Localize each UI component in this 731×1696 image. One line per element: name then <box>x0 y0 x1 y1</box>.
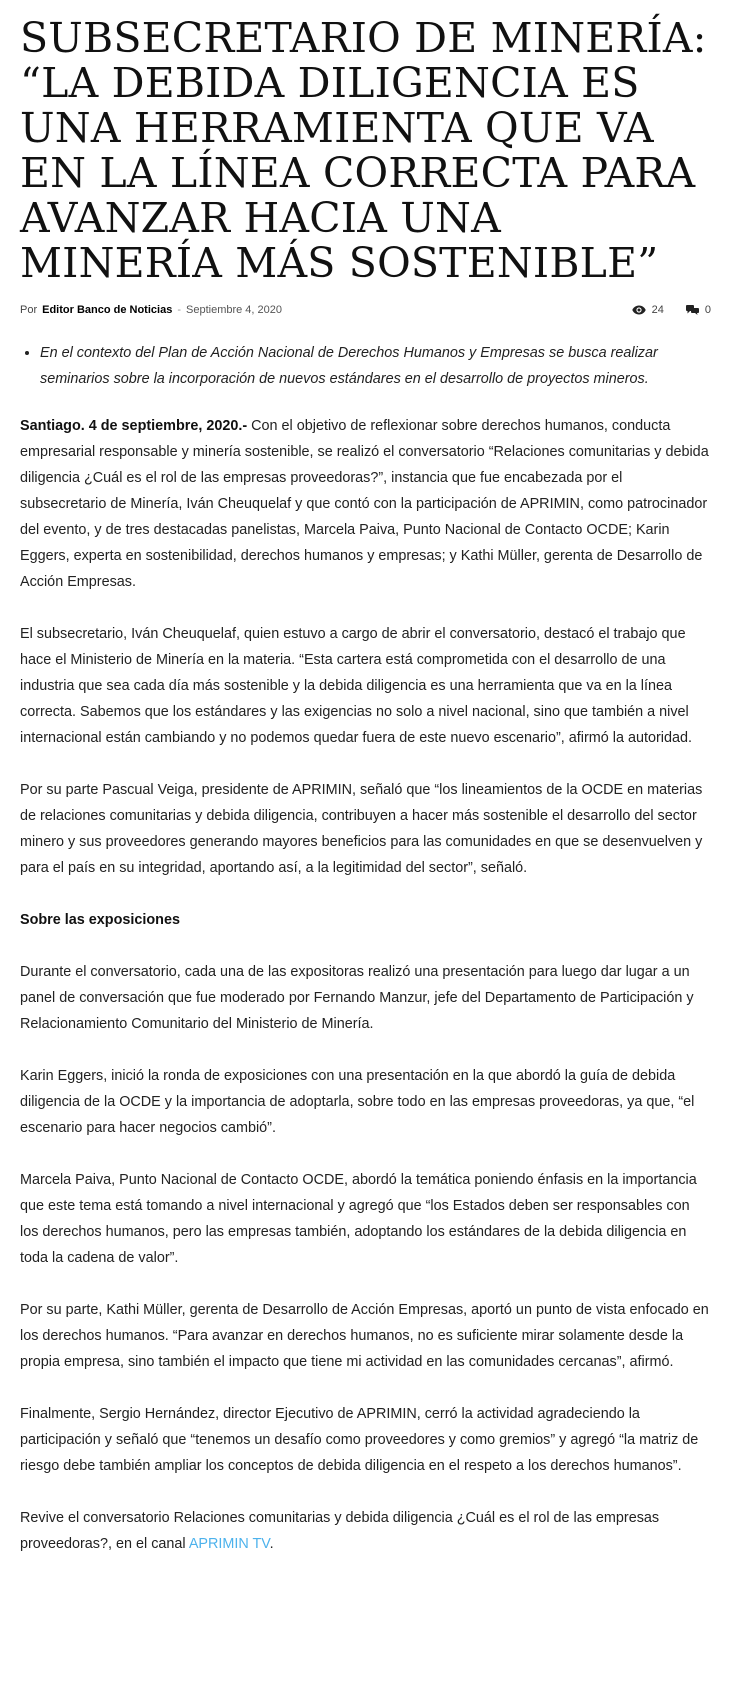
byline <box>20 304 282 316</box>
comments-icon <box>686 305 699 315</box>
comments-number: 0 <box>704 304 711 316</box>
meta-separator: - <box>177 304 181 316</box>
section-heading: Sobre las exposiciones <box>20 912 180 928</box>
page-title: SUBSECRETARIO DE MINERÍA: “LA DEBIDA DILIGENCIA ES UNA HERRAMIENTA QUE VA EN LA LÍNEA CORRECTA PARA AVANZAR HACIA UNA MINERÍA MÁS SOSTENIBLE” <box>20 14 707 287</box>
paragraph-4: Durante el conversatorio, cada una de las expositoras realizó una presentación para luego dar lugar a un panel de conversación que fue moderado por Fernando Manzur, jefe del Departamento de Participación y Relacionamiento Comunitario del Ministerio de Minería. <box>20 964 694 1032</box>
lead-text: Con el objetivo de reflexionar sobre derechos humanos, conducta empresarial responsable y minería sostenible, se realizó el conversatorio “Relaciones comunitarias y debida diligencia ¿Cuál es el rol de las empresas proveedoras?”, instancia que fue encabezada por el subsecretario de Minería, Iván Cheuquelaf y que contó con la participación de APRIMIN, como patrocinador del evento, y de tres destacadas panelistas, Marcela Paiva, Punto Nacional de Contacto OCDE; Karin Eggers, experta en sostenibilidad, derechos humanos y empresas; y Kathi Müller, gerenta de Desarrollo de Acción Empresas. <box>20 418 709 590</box>
post-meta <box>20 302 711 318</box>
summary-item: • En el contexto del Plan de Acción Nacional de Derechos Humanos y Empresas se busca realizar seminarios sobre la incorporación de nuevos estándares en el desarrollo de proyectos mineros. <box>40 340 711 392</box>
paragraph-6: Marcela Paiva, Punto Nacional de Contacto OCDE, abordó la temática poniendo énfasis en la importancia que este tema está tomando a nivel internacional y agregó que “los Estados deben ser responsables con los derechos humanos, pero las empresas también, adoptando los estándares de la debida diligencia en toda la cadena de valor”. <box>20 1172 697 1266</box>
by-label: Por <box>20 304 38 316</box>
article-page <box>0 16 731 1557</box>
post-date: Septiembre 4, 2020 <box>186 304 283 316</box>
summary-list <box>20 340 711 392</box>
paragraph-2: El subsecretario, Iván Cheuquelaf, quien estuvo a cargo de abrir el conversatorio, destacó el trabajo que hace el Ministerio de Minería en la materia. “Esta cartera está comprometida con el desarrollo de una industria que sea cada día más sostenible y la debida diligencia es una herramienta que va en la línea correcta. Sabemos que los estándares y las exigencias no solo a nivel nacional, sino que también a nivel internacional están cambiando y no podemos quedar fuera de este nuevo escenario”, afirmó la autoridad. <box>20 626 692 746</box>
views-count <box>632 304 664 316</box>
eye-icon <box>632 305 646 315</box>
paragraph-5: Karin Eggers, inició la ronda de exposiciones con una presentación en la que abordó la guía de debida diligencia de la OCDE y la importancia de adoptarla, sobre todo en las empresas proveedoras, ya que, “el escenario para hacer negocios cambió”. <box>20 1068 695 1136</box>
comments-count[interactable] <box>686 304 711 316</box>
article-body <box>20 340 711 1557</box>
views-number: 24 <box>651 304 664 316</box>
paragraph-9 <box>20 1505 711 1557</box>
closing-text: Revive el conversatorio Relaciones comunitarias y debida diligencia ¿Cuál es el rol de las empresas proveedoras?, en el canal <box>20 1510 660 1552</box>
lead-dateline: Santiago. 4 de septiembre, 2020.- <box>20 418 248 434</box>
author-link[interactable]: Editor Banco de Noticias <box>42 304 173 316</box>
paragraph-3: Por su parte Pascual Veiga, presidente de APRIMIN, señaló que “los lineamientos de la OCDE en materias de relaciones comunitarias y debida diligencia, contribuyen a hacer más sostenible el desarrollo del sector minero y sus proveedores generando mayores beneficios para las comunidades en que se desenvuelven y para el país en su integridad, aportando así, a la legitimidad del sector”, señaló. <box>20 782 703 876</box>
lead-paragraph <box>20 413 711 595</box>
closing-period: . <box>269 1536 274 1552</box>
paragraph-7: Por su parte, Kathi Müller, gerenta de Desarrollo de Acción Empresas, aportó un punto de vista enfocado en los derechos humanos. “Para avanzar en derechos humanos, no es suficiente mirar solamente desde la propia empresa, sino también el impacto que tiene mi actividad en las comunidades cercanas”, afirmó. <box>20 1302 709 1370</box>
post-stats <box>632 304 711 316</box>
paragraph-8: Finalmente, Sergio Hernández, director Ejecutivo de APRIMIN, cerró la actividad agradeciendo la participación y señaló que “tenemos un desafío como proveedores y como gremios” y agregó “la matriz de riesgo debe también ampliar los conceptos de debida diligencia en el respeto a los derechos humanos”. <box>20 1406 699 1474</box>
aprimin-tv-link[interactable]: APRIMIN TV <box>188 1536 270 1552</box>
